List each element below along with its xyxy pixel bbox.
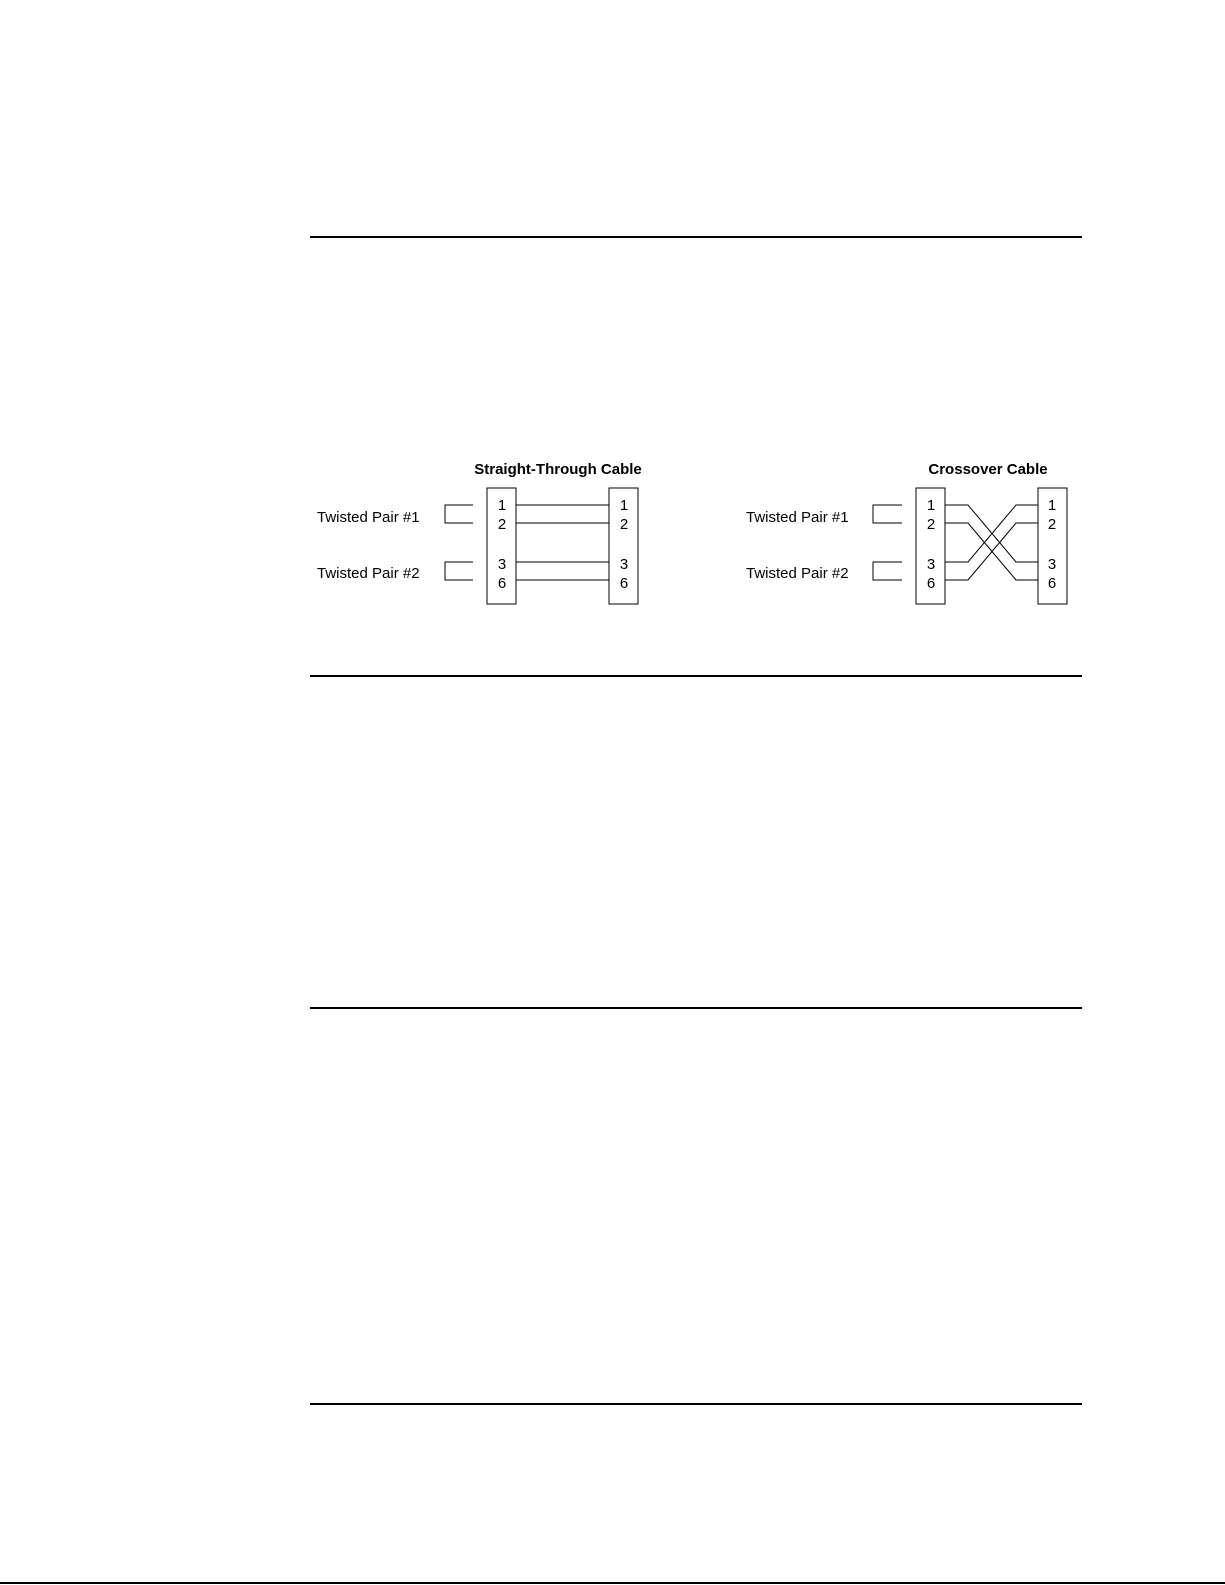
straight-through-diagram xyxy=(317,461,642,604)
crossover-wire-3-1 xyxy=(945,505,1038,562)
crossover-right-pin-6: 6 xyxy=(1047,575,1057,592)
crossover-pair2-label: Twisted Pair #2 xyxy=(746,565,849,582)
crossover-diagram xyxy=(746,461,1067,604)
straight-right-pin-3: 3 xyxy=(619,556,629,573)
straight-right-pin-6: 6 xyxy=(619,575,629,592)
straight-pair1-label: Twisted Pair #1 xyxy=(317,509,420,526)
crossover-wire-6-2 xyxy=(945,523,1038,580)
crossover-left-pin-3: 3 xyxy=(926,556,936,573)
straight-through-title: Straight-Through Cable xyxy=(474,461,642,478)
straight-left-pin-6: 6 xyxy=(497,575,507,592)
crossover-pair2-bracket xyxy=(873,562,902,580)
straight-pair1-bracket xyxy=(445,505,473,523)
straight-left-pin-1: 1 xyxy=(497,497,507,514)
straight-left-pin-2: 2 xyxy=(497,516,507,533)
straight-pair2-bracket xyxy=(445,562,473,580)
crossover-right-pin-2: 2 xyxy=(1047,516,1057,533)
crossover-title: Crossover Cable xyxy=(928,461,1048,478)
crossover-right-pin-3: 3 xyxy=(1047,556,1057,573)
crossover-left-pin-1: 1 xyxy=(926,497,936,514)
crossover-pair1-label: Twisted Pair #1 xyxy=(746,509,849,526)
crossover-right-pin-1: 1 xyxy=(1047,497,1057,514)
crossover-pair1-bracket xyxy=(873,505,902,523)
crossover-left-pin-6: 6 xyxy=(926,575,936,592)
crossover-left-pin-2: 2 xyxy=(926,516,936,533)
straight-right-pin-2: 2 xyxy=(619,516,629,533)
straight-pair2-label: Twisted Pair #2 xyxy=(317,565,420,582)
straight-left-pin-3: 3 xyxy=(497,556,507,573)
straight-right-pin-1: 1 xyxy=(619,497,629,514)
